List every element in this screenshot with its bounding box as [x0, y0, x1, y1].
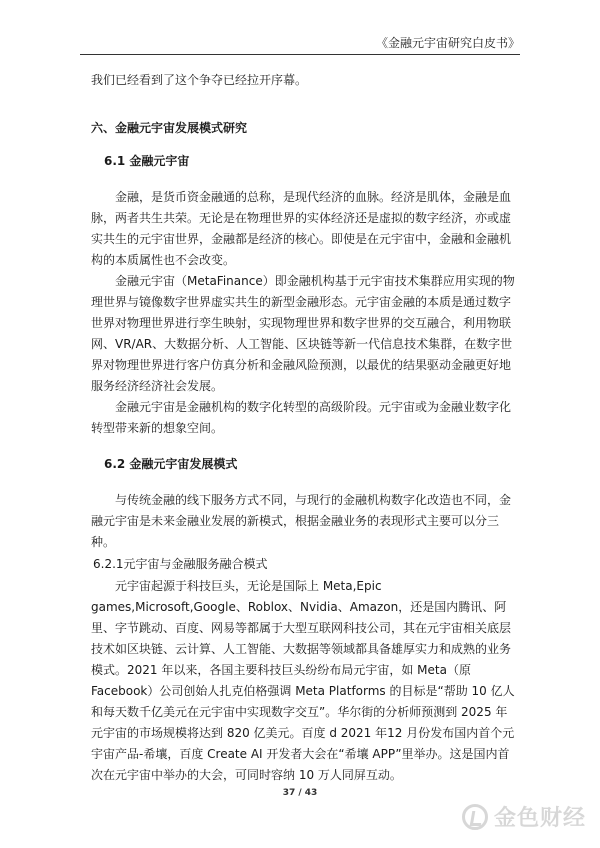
paragraph-development-modes: 与传统金融的线下服务方式不同，与现行的金融机构数字化改造也不同，金 融元宇宙是未来金融业发展的新模式，根据金融业务的表现形式主要可以分三种。: [91, 493, 512, 549]
header-title: 《金融元宇宙研究白皮书》: [375, 36, 520, 50]
watermark: [462, 801, 586, 832]
subsubsection-heading-6-2-1: 6.2.1元宇宙与金融服务融合模式: [93, 557, 268, 571]
page-header: [80, 32, 520, 55]
subsection-heading-6-1: 6.1 金融元宇宙: [104, 154, 190, 168]
page-number: 37 / 43: [282, 788, 318, 798]
document-body: [91, 70, 515, 786]
paragraph-metafinance: 金融元宇宙（MetaFinance）即金融机构基于元宇宙技术集群应用实现的物理世界与镜像数字世界虚实共生的新型金融形态。元宇宙金融的本质是通过数字世界对物理世界进行孪生映射，实现物理世界和数字世界的交互融合，利用物联网、VR/AR、大数据分析、人工智能、区块链等新一代信息技术集群，在数字世界对物理世界进行客户仿真分析和金融风险预测，以最优的结果驱动金融更好地服务经济经济社会发展。: [91, 274, 515, 393]
paragraph-finance-definition: 金融，是货币资金融通的总称，是现代经济的血脉。经济是肌体，金融是血脉，两者共生共荣。无论是在物理世界的实体经济还是虚拟的数字经济，亦或虚实共生的元宇宙世界，金融都是经济的核心。即使是在元宇宙中，金融和金融机构的本质属性也不会改变。: [91, 190, 512, 267]
paragraph-tech-giants: 元宇宙起源于科技巨头，无论是国际上 Meta,Epic games,Microsoft,Google、Roblox、Nvidia、Amazon，还是国内腾讯、阿里、字节跳动、百度、网易等都属于大型互联网科技公司，其在元宇宙相关底层技术如区块链、云计算、人工智能、大数据等领域都具备雄厚实力和成熟的业务模式。2021 年以来，各国主要科技巨头纷纷布局元宇宙，如 Meta（原Facebook）公司创始人扎克伯格强调 Meta Platforms 的目标是“帮助 10 亿人和每天数千亿美元在元宇宙中实现数字交互”。华尔街的分析师预测到 2025 年元宇宙的市场规模将达到 820 亿美元。百度 d 2021 年12 月份发布国内首个元宇宙产品-希壤，百度 Create AI 开发者大会在“希壤 APP”里举办。这是国内首次在元宇宙中举办的大会，可同时容纳 10 万人同屏互动。: [91, 579, 515, 782]
jinse-logo-icon: [462, 804, 488, 830]
subsection-heading-6-2: 6.2 金融元宇宙发展模式: [104, 457, 238, 471]
section-heading-6: 六、金融元宇宙发展模式研究: [91, 121, 248, 135]
paragraph-digital-transformation: 金融元宇宙是金融机构的数字化转型的高级阶段。元宇宙或为金融业数字化转型带来新的想象空间。: [91, 400, 512, 435]
watermark-text: 金色财经: [493, 806, 586, 831]
paragraph-continuation: 我们已经看到了这个争夺已经拉开序幕。: [91, 73, 308, 87]
